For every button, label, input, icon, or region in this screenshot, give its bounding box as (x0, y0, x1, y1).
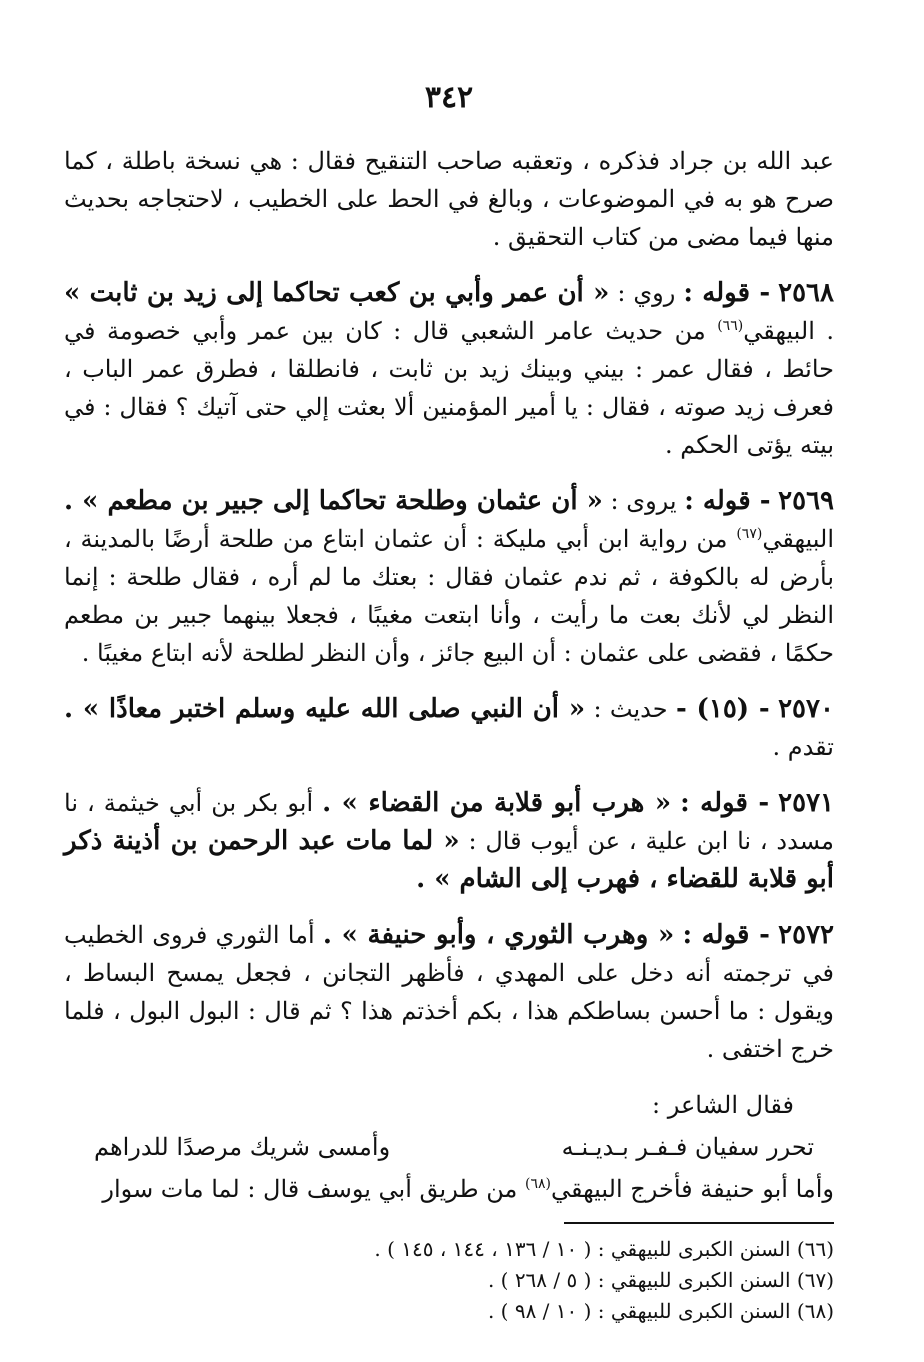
footnote-67: (٦٧) السنن الكبرى للبيهقي : ( ٥ / ٢٦٨ ) . (487, 1268, 834, 1292)
entry-quote: « وهرب الثوري ، وأبو حنيفة » . (322, 920, 675, 950)
entry-heading: - (١٥) - (675, 694, 770, 724)
entry-number: ٢٥٧٢ (778, 920, 835, 950)
poem-hemistich-1: تحرر سفيان فـفـر بـديـنـه (561, 1133, 814, 1161)
footnote-ref: (٦٨) (524, 1176, 551, 1192)
entry-text: من حديث عامر الشعبي قال : كان بين عمر وأبي خصومة في حائط ، فقال عمر : بيني وبينك زيد بن ثابت ، فانطلقا ، فطرق عمر الباب ، فعرف زيد صوته ، فقال : يا أمير المؤمنين ألا بعثت إلي حتى آتيك ؟ فقال : في بيته يؤتى الحكم . (64, 317, 834, 459)
footnote-ref: (٦٧) (736, 526, 763, 542)
entry-2571 (64, 784, 834, 898)
entry-number: ٢٥٧١ (778, 788, 834, 818)
entry-quote: « أن النبي صلى الله عليه وسلم اختبر معاذًا » . (64, 694, 586, 724)
entry-heading: - قوله : (683, 278, 771, 308)
entry-2572 (64, 916, 834, 1068)
entry-number: ٢٥٦٩ (778, 486, 834, 516)
entry-quote-2: « لما مات عبد الرحمن بن أذينة ذكر أبو قلابة للقضاء ، فهرب إلى الشام » . (64, 826, 834, 894)
entry-heading: - قوله : (682, 920, 770, 950)
page-number: ٣٤٢ (424, 80, 474, 115)
entry-text: تقدم . (772, 733, 834, 761)
entry-text: . البيهقي (743, 317, 834, 345)
footnote-divider (564, 1222, 834, 1224)
entry-heading: - قوله : (680, 788, 770, 818)
footnote-ref: (٦٦) (717, 318, 744, 334)
entry-number: ٢٥٧٠ (778, 694, 834, 724)
closing-text: وأما أبو حنيفة فأخرج البيهقي (550, 1175, 834, 1203)
entry-quote: « هرب أبو قلابة من القضاء » . (322, 788, 672, 818)
poem-intro: فقال الشاعر : (652, 1091, 794, 1119)
entry-verb: يروى : (610, 487, 677, 515)
entry-text: من رواية ابن أبي مليكة : أن عثمان ابتاع من طلحة أرضًا بالمدينة ، بأرض له بالكوفة ، ثم ندم عثمان فقال : بعتك ما لم أره ، فقال طلحة : إنما النظر لي لأنك بعت ما رأيت ، وأنا ابتعت مغيبًا ، فجعلا بينهما جبير بن مطعم حكمًا ، فقضى على عثمان : أن البيع جائز ، وأن النظر لطلحة لأنه ابتاع مغيبًا . (64, 525, 834, 667)
closing-text: من طريق أبي يوسف قال : لما مات سوار (102, 1175, 518, 1203)
entry-2570 (64, 690, 834, 766)
entry-text: أبو بكر بن أبي خيثمة ، نا مسدد ، نا ابن علية ، عن أيوب قال : (64, 789, 834, 855)
footnote-66: (٦٦) السنن الكبرى للبيهقي : ( ١٠ / ١٣٦ ، ١٤٤ ، ١٤٥ ) . (374, 1237, 834, 1261)
entry-heading: - قوله : (684, 486, 771, 516)
book-page (64, 78, 834, 1327)
closing-paragraph (64, 1170, 834, 1208)
intro-paragraph: عبد الله بن جراد فذكره ، وتعقبه صاحب التنقيح فقال : هي نسخة باطلة ، كما صرح هو به في الموضوعات ، وبالغ في الحط على الخطيب ، لاحتجاجه بحديث منها فيما مضى من كتاب التحقيق . (64, 147, 834, 251)
entry-2569 (64, 482, 834, 672)
entry-text: أما الثوري فروى الخطيب في ترجمته أنه دخل على المهدي ، فأظهر التجانن ، فجعل يمسح البساط ، ويقول : ما أحسن بساطكم هذا ، بكم أخذتم هذا ؟ ثم قال : البول البول ، فلما خرج اختفى . (64, 921, 834, 1063)
entry-verb: حديث : (593, 695, 668, 723)
poem-hemistich-2: وأمسى شريك مرصدًا للدراهم (94, 1133, 391, 1161)
entry-quote: « أن عثمان وطلحة تحاكما إلى جبير بن مطعم » . (64, 486, 603, 516)
entry-number: ٢٥٦٨ (778, 278, 834, 308)
poem-verse (94, 1128, 814, 1166)
footnote-68: (٦٨) السنن الكبرى للبيهقي : ( ١٠ / ٩٨ ) . (487, 1299, 834, 1323)
entry-verb: روي : (617, 279, 676, 307)
entry-quote: « أن عمر وأبي بن كعب تحاكما إلى زيد بن ثابت » (64, 278, 610, 308)
entry-text: البيهقي (762, 525, 834, 553)
entry-2568 (64, 274, 834, 464)
